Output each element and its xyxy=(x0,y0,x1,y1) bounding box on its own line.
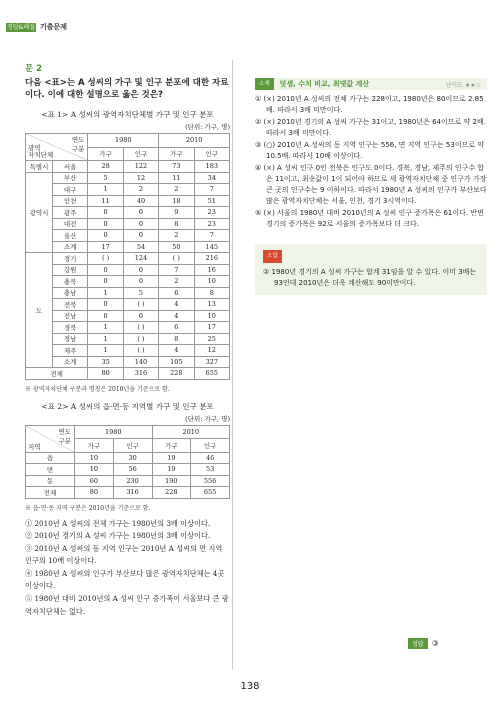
col-population: 인구 xyxy=(113,439,152,453)
region-cell: 강원 xyxy=(53,264,88,276)
value-cell: 13 xyxy=(194,299,229,311)
value-cell: 10 xyxy=(194,310,229,322)
col-population: 인구 xyxy=(191,439,230,453)
value-cell: 10 xyxy=(75,452,114,464)
region-cell: 경남 xyxy=(53,333,88,345)
explanation-item: ② (×) 2010년 경기의 A 성씨 가구는 31이고, 1980년은 64이므로 약 2배. 따라서 3배 미만이다. xyxy=(255,118,486,137)
value-cell: ( ) xyxy=(123,333,158,345)
region-cell: 전체 xyxy=(26,487,75,499)
value-cell: 1 xyxy=(88,287,123,299)
value-cell: 316 xyxy=(113,487,152,499)
region-cell: 소계 xyxy=(53,241,88,253)
value-cell: 5 xyxy=(123,287,158,299)
value-cell: 6 xyxy=(159,322,194,334)
answer-value: ③ xyxy=(431,639,439,648)
value-cell: 228 xyxy=(159,368,194,380)
value-cell: 30 xyxy=(113,452,152,464)
col-population: 인구 xyxy=(194,147,229,161)
value-cell: 0 xyxy=(88,218,123,230)
value-cell: 105 xyxy=(159,356,194,368)
value-cell: 51 xyxy=(194,195,229,207)
value-cell: 40 xyxy=(123,195,158,207)
value-cell: 8 xyxy=(159,333,194,345)
value-cell: 228 xyxy=(152,487,191,499)
topic-badge: 소재 xyxy=(255,78,274,90)
value-cell: 0 xyxy=(88,276,123,288)
value-cell: 25 xyxy=(194,333,229,345)
table-row xyxy=(26,172,230,184)
region-cell: 울산 xyxy=(53,230,88,242)
value-cell: 46 xyxy=(191,452,230,464)
value-cell: 23 xyxy=(194,207,229,219)
corner-year: 연도 xyxy=(71,136,85,144)
table-row xyxy=(26,333,230,345)
value-cell: 0 xyxy=(123,310,158,322)
value-cell: 54 xyxy=(123,241,158,253)
value-cell: 183 xyxy=(194,161,229,173)
col-households: 가구 xyxy=(159,147,194,161)
corner-year: 연도 xyxy=(58,427,71,436)
value-cell: 0 xyxy=(123,276,158,288)
corner-type: 구분 xyxy=(71,145,85,153)
explanation-header xyxy=(255,78,487,90)
value-cell: 0 xyxy=(88,299,123,311)
table-row xyxy=(26,264,230,276)
value-cell: 19 xyxy=(152,452,191,464)
value-cell: 28 xyxy=(88,161,123,173)
value-cell: 0 xyxy=(123,207,158,219)
value-cell: 655 xyxy=(194,368,229,380)
table-row xyxy=(26,322,230,334)
explanation-item: ① (×) 2010년 A 성씨의 전체 가구는 228이고, 1980년은 80이므로 2.85배. 따라서 3배 미만이다. xyxy=(255,95,484,114)
group-cell: 도 xyxy=(26,253,53,368)
region-cell: 광주 xyxy=(53,207,88,219)
table-row xyxy=(26,276,230,288)
value-cell: 2 xyxy=(159,184,194,196)
table1-caption: <표 1> A 성씨의 광역자치단체별 가구 및 인구 분포 xyxy=(41,110,214,119)
group-cell: 특별시 xyxy=(26,161,53,173)
region-cell: 대전 xyxy=(53,218,88,230)
value-cell: 556 xyxy=(191,475,230,487)
value-cell: 145 xyxy=(194,241,229,253)
explanation-title: 덧셈, 수치 비교, 최댓값 계산 xyxy=(279,80,370,88)
value-cell: 655 xyxy=(191,487,230,499)
answer-box xyxy=(408,638,439,649)
choice-5[interactable]: ⑤ 1980년 대비 2010년의 A 성씨 인구 증가폭이 서울보다 큰 광역자치단체는 없다. xyxy=(25,594,229,616)
value-cell: 34 xyxy=(194,172,229,184)
explanation-column xyxy=(255,78,487,295)
value-cell: 16 xyxy=(194,264,229,276)
table2-note: ※ 읍·면·동 지역 구분은 2010년을 기준으로 함. xyxy=(25,504,151,512)
table-row xyxy=(26,487,230,499)
value-cell: 10 xyxy=(194,276,229,288)
choice-1[interactable]: ① 2010년 A 성씨의 전체 가구는 1980년의 3배 이상이다. xyxy=(25,518,211,528)
value-cell: 8 xyxy=(159,218,194,230)
value-cell: 2 xyxy=(159,230,194,242)
table1 xyxy=(25,133,230,380)
value-cell: 19 xyxy=(152,464,191,476)
explanation-item: ④ (×) A 성씨 인구 0인 전북은 인구도 0이다. 경북, 경남, 제주의 인구수 합은 11이고, 최솟값이 1이 되어야 하므로 세 광역자치단체 중 인구가 가장 큰 곳의 인구수는 9 이하이다. 따라서 1980년 A 성씨의 인구가 부산보다 많은 광역자치단체는 서울, 인천, 경기 3시역이다. xyxy=(255,164,487,205)
region-cell: 전북 xyxy=(53,299,88,311)
value-cell: 50 xyxy=(159,241,194,253)
wrong-answer-badge: 오답 xyxy=(263,250,282,263)
region-cell: 인천 xyxy=(53,195,88,207)
value-cell: ( ) xyxy=(123,299,158,311)
table-row xyxy=(26,475,230,487)
value-cell: 0 xyxy=(88,310,123,322)
table-row xyxy=(26,161,230,173)
corner-region: 광역 자치단체 xyxy=(28,144,54,159)
value-cell: 12 xyxy=(123,172,158,184)
col-households: 가구 xyxy=(75,439,114,453)
value-cell: 124 xyxy=(123,253,158,265)
total-label: 전체 xyxy=(26,368,88,380)
value-cell: 0 xyxy=(88,207,123,219)
value-cell: 0 xyxy=(123,264,158,276)
value-cell: 122 xyxy=(123,161,158,173)
value-cell: 35 xyxy=(88,356,123,368)
table1-note: ※ 광역자치단체 구분과 명칭은 2010년을 기준으로 함. xyxy=(25,385,170,393)
col-households: 가구 xyxy=(152,439,191,453)
table-row xyxy=(26,464,230,476)
choice-2[interactable]: ② 2010년 경기의 A 성씨 가구는 1980년의 3배 이상이다. xyxy=(25,531,211,541)
value-cell: 53 xyxy=(191,464,230,476)
value-cell: 4 xyxy=(159,345,194,357)
value-cell: 2 xyxy=(159,276,194,288)
question-text: 다음 <표>는 A 성씨의 가구 및 인구 분포에 대한 자료이다. 이에 대한 설명으로 옳은 것은? xyxy=(25,78,229,100)
region-cell: 소계 xyxy=(53,356,88,368)
value-cell: 80 xyxy=(88,368,123,380)
column-divider xyxy=(232,60,233,670)
value-cell: 230 xyxy=(113,475,152,487)
value-cell: ( ) xyxy=(123,322,158,334)
question-number: 문 2 xyxy=(25,64,43,74)
value-cell: 6 xyxy=(159,287,194,299)
wrong-answer-text: ② 1980년 경기의 A 성씨 가구는 합계 31임을 알 수 있다. 이미 3배는 93인데 2010년은 더욱 계산해도 90미만이다. xyxy=(263,268,477,287)
group-cell: 광역시 xyxy=(26,172,53,253)
value-cell: 11 xyxy=(159,172,194,184)
col-population: 인구 xyxy=(123,147,158,161)
region-cell: 경기 xyxy=(53,253,88,265)
table2 xyxy=(25,425,230,499)
value-cell: 0 xyxy=(123,218,158,230)
choice-3[interactable]: ③ 2010년 A 성씨의 동 지역 인구는 2010년 A 성씨의 면 지역 인구의 10배 이상이다. xyxy=(25,543,223,566)
page-header xyxy=(0,0,500,40)
table-row xyxy=(26,287,230,299)
value-cell: 60 xyxy=(75,475,114,487)
table-row xyxy=(26,356,230,368)
region-cell: 부산 xyxy=(53,172,88,184)
value-cell: 7 xyxy=(194,184,229,196)
section-title: 기출문제 xyxy=(40,23,68,31)
table-row xyxy=(26,207,230,219)
value-cell: 4 xyxy=(159,299,194,311)
value-cell: 1 xyxy=(88,345,123,357)
value-cell: 8 xyxy=(194,287,229,299)
value-cell: 11 xyxy=(88,195,123,207)
table-row xyxy=(26,241,230,253)
table-row xyxy=(26,253,230,265)
table2-unit: (단위: 가구, 명) xyxy=(185,414,230,423)
corner-region: 지역 xyxy=(28,442,41,451)
explanation-item: ③ (○) 2010년 A 성씨의 동 지역 인구는 556, 면 지역 인구는 53이므로 약 10.5배. 따라서 10배 이상이다. xyxy=(255,141,485,160)
difficulty-label: 난이도 ★★☆ xyxy=(445,81,481,89)
value-cell: 10 xyxy=(75,464,114,476)
value-cell: 12 xyxy=(194,345,229,357)
year-1980: 1980 xyxy=(75,425,153,439)
value-cell: 9 xyxy=(159,207,194,219)
wrong-answer-box xyxy=(255,244,487,295)
region-cell: 서울 xyxy=(53,161,88,173)
year-1980: 1980 xyxy=(88,134,159,148)
choice-4[interactable]: ④ 1980년 A 성씨의 인구가 부산보다 많은 광역자치단체는 4곳 이상이다. xyxy=(25,568,225,591)
value-cell: 1 xyxy=(88,322,123,334)
table-row xyxy=(26,299,230,311)
value-cell: 18 xyxy=(159,195,194,207)
value-cell: 17 xyxy=(194,322,229,334)
region-cell: 대구 xyxy=(53,184,88,196)
value-cell: 2 xyxy=(123,184,158,196)
region-cell: 읍 xyxy=(26,452,75,464)
answer-label: 정답 xyxy=(408,638,428,649)
region-cell: 충북 xyxy=(53,276,88,288)
corner-type: 구분 xyxy=(58,436,71,445)
table-row xyxy=(26,195,230,207)
year-2010: 2010 xyxy=(152,425,230,439)
value-cell: 56 xyxy=(113,464,152,476)
table2-body xyxy=(26,452,230,498)
value-cell: 316 xyxy=(123,368,158,380)
table-row xyxy=(26,230,230,242)
value-cell: 216 xyxy=(194,253,229,265)
region-cell: 동 xyxy=(26,475,75,487)
value-cell: 1 xyxy=(88,184,123,196)
value-cell: 5 xyxy=(88,172,123,184)
explanation-body xyxy=(255,94,487,230)
question-column xyxy=(25,62,230,618)
value-cell: ( ) xyxy=(123,345,158,357)
value-cell: 0 xyxy=(88,230,123,242)
value-cell: 0 xyxy=(88,264,123,276)
page-number: 138 xyxy=(240,681,260,692)
value-cell: 80 xyxy=(75,487,114,499)
total-row xyxy=(26,368,230,380)
value-cell: 17 xyxy=(88,241,123,253)
value-cell: 1 xyxy=(88,333,123,345)
section-tag: 정답&해설 xyxy=(7,24,35,31)
table-row xyxy=(26,218,230,230)
value-cell: ( ) xyxy=(88,253,123,265)
value-cell: 73 xyxy=(159,161,194,173)
table-row xyxy=(26,310,230,322)
table-row xyxy=(26,184,230,196)
region-cell: 면 xyxy=(26,464,75,476)
region-cell: 전남 xyxy=(53,310,88,322)
table1-unit: (단위: 가구, 명) xyxy=(185,123,230,131)
table2-caption: <표 2> A 성씨의 읍·면·동 지역별 가구 및 인구 분포 xyxy=(41,401,214,411)
table2-corner-header xyxy=(26,425,75,452)
explanation-item: ⑤ (×) 서울의 1980년 대비 2010년의 A 성씨 인구 증가폭은 61이다. 반면 경기의 증가폭은 92로 서울의 증가폭보다 더 크다. xyxy=(255,209,484,228)
value-cell: ( ) xyxy=(159,253,194,265)
value-cell: 190 xyxy=(152,475,191,487)
table-row xyxy=(26,345,230,357)
answer-choices xyxy=(25,518,230,619)
value-cell: 23 xyxy=(194,218,229,230)
value-cell: 327 xyxy=(194,356,229,368)
value-cell: 7 xyxy=(159,264,194,276)
region-cell: 제주 xyxy=(53,345,88,357)
region-cell: 경북 xyxy=(53,322,88,334)
table-row xyxy=(26,452,230,464)
value-cell: 140 xyxy=(123,356,158,368)
year-2010: 2010 xyxy=(159,134,230,148)
table1-corner-header xyxy=(26,134,88,161)
value-cell: 7 xyxy=(194,230,229,242)
value-cell: 4 xyxy=(159,310,194,322)
value-cell: 0 xyxy=(123,230,158,242)
col-households: 가구 xyxy=(88,147,123,161)
region-cell: 충남 xyxy=(53,287,88,299)
table1-body xyxy=(26,161,230,380)
